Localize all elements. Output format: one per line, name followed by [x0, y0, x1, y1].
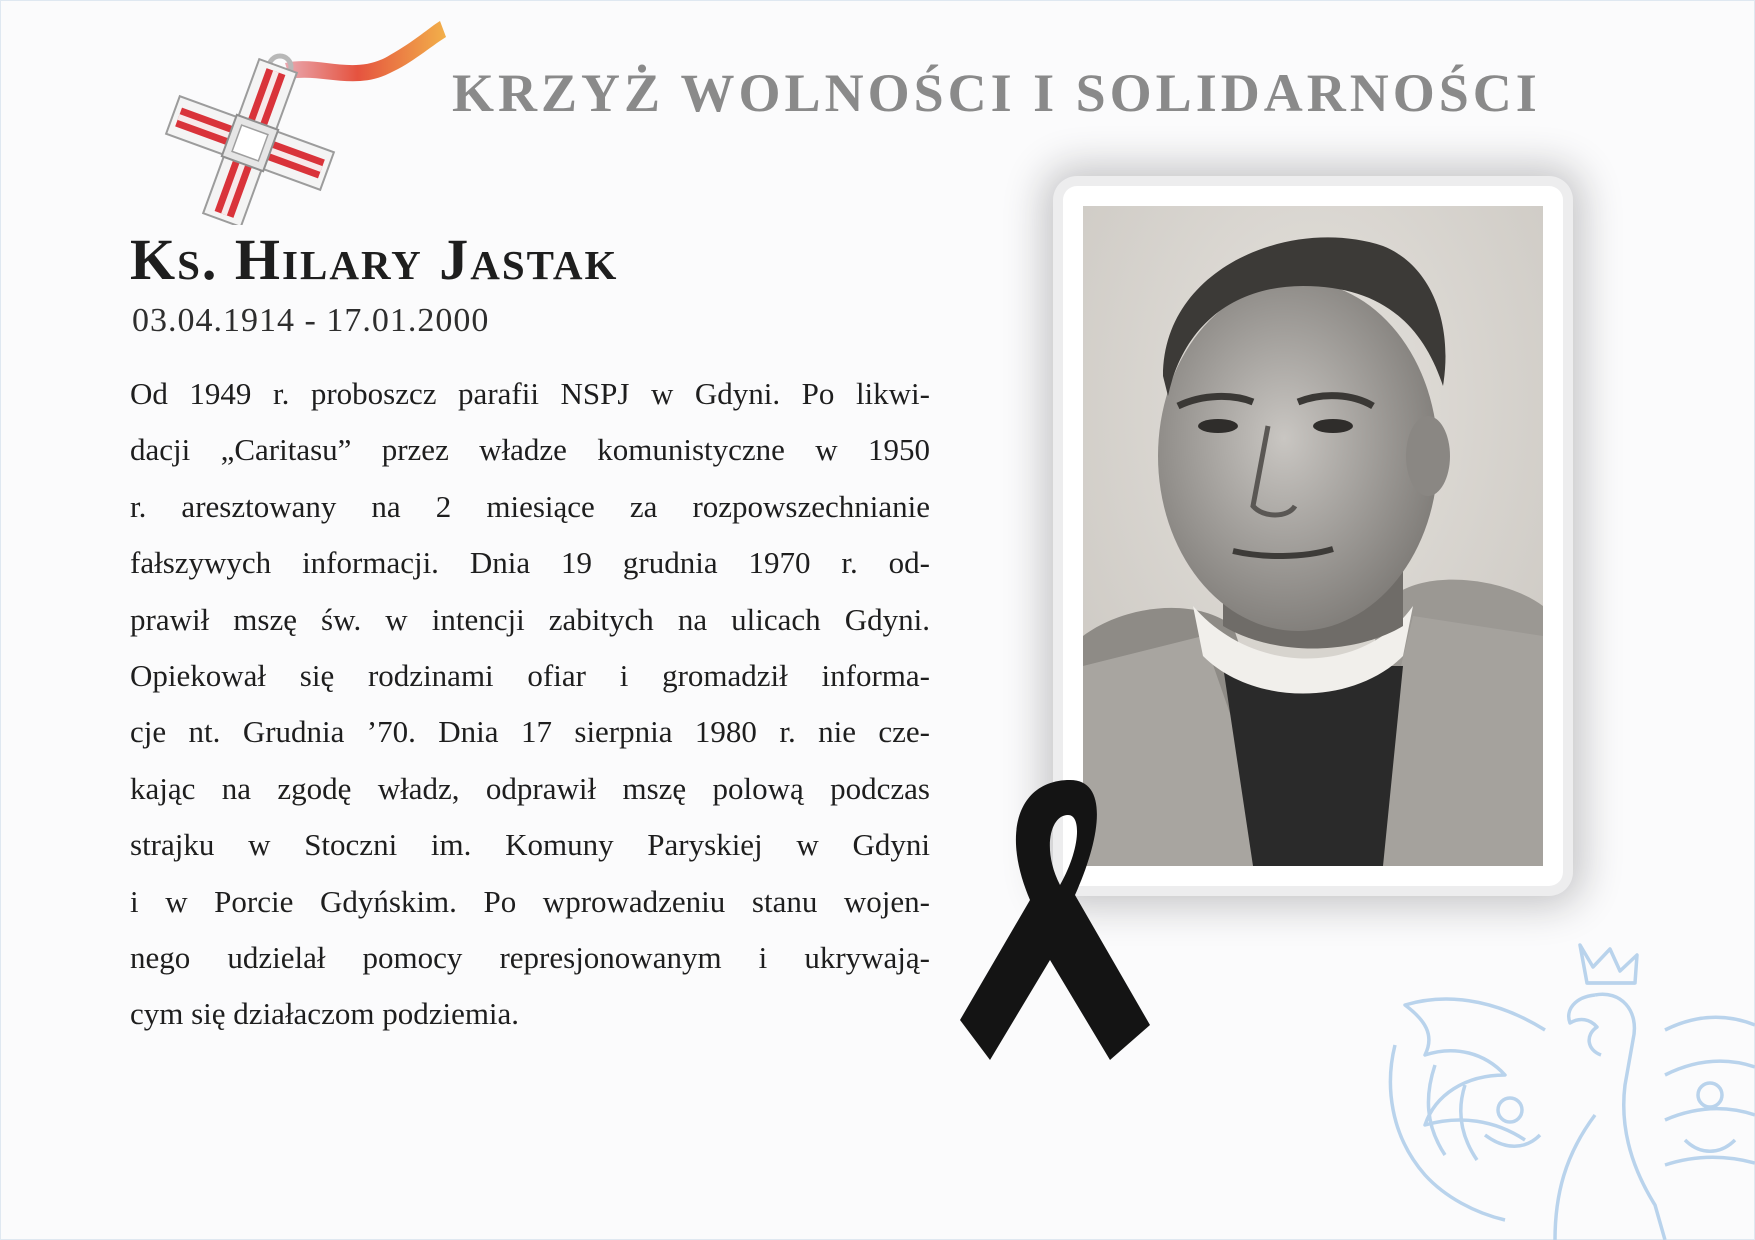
bio-line: nego udzielał pomocy represjonowanym i ukrywają- — [130, 939, 930, 975]
bio-line: cje nt. Grudnia ’70. Dnia 17 sierpnia 1980 r. nie cze- — [130, 714, 930, 750]
bio-line: Od 1949 r. proboszcz parafii NSPJ w Gdyni. Po likwi- — [130, 376, 930, 411]
bio-line: kając na zgodę władz, odprawił mszę polową podczas — [130, 770, 930, 806]
person-dates: 03.04.1914 - 17.01.2000 — [132, 302, 490, 339]
polish-eagle-watermark-icon — [1365, 935, 1755, 1240]
mourning-ribbon-icon — [950, 770, 1150, 1060]
bio-line: strajku w Stoczni im. Komuny Paryskiej w Gdyni — [130, 827, 930, 863]
cross-medal-icon — [150, 15, 490, 225]
bio-line: Opiekował się rodzinami ofiar i gromadził informa- — [130, 657, 930, 693]
bio-line: prawił mszę św. w intencji zabitych na ulicach Gdyni. — [130, 601, 930, 637]
bio-line: cym się działaczom podziemia. — [130, 996, 520, 1032]
bio-line: r. aresztowany na 2 miesiące za rozpowszechnianie — [130, 488, 930, 524]
bio-line: i w Porcie Gdyńskim. Po wprowadzeniu stanu wojen- — [130, 883, 930, 919]
person-name: Ks. Hilary Jastak — [130, 227, 619, 292]
biography-text — [130, 366, 930, 1043]
portrait-photo — [1083, 206, 1543, 866]
bio-line: dacji „Caritasu” przez władze komunistyczne w 1950 — [130, 432, 930, 468]
header-title: KRZYŻ WOLNOŚCI I SOLIDARNOŚCI — [452, 63, 1541, 123]
bio-line: fałszywych informacji. Dnia 19 grudnia 1970 r. od- — [130, 545, 930, 581]
portrait-illustration — [1083, 206, 1543, 866]
